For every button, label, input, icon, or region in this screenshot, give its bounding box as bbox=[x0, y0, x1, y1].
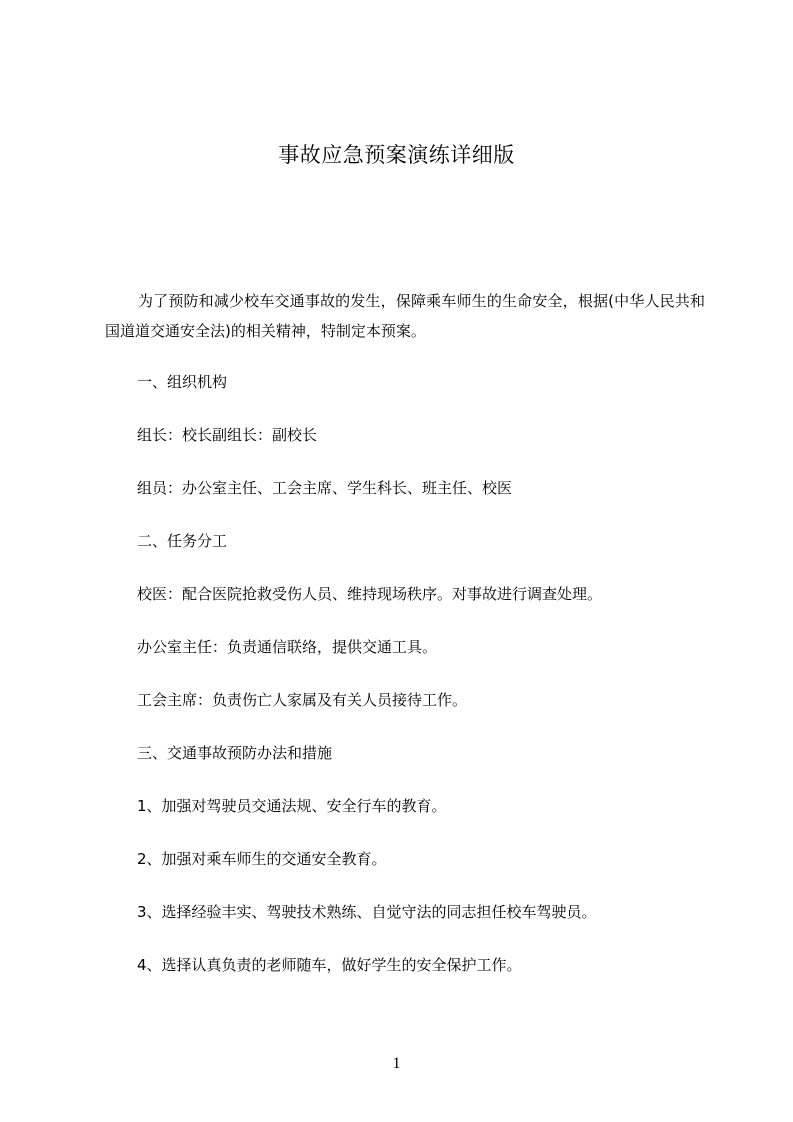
section-heading-organization: 一、组织机构 bbox=[137, 373, 228, 391]
school-doctor-duty-line: 校医：配合医院抢救受伤人员、维持现场秩序。对事故进行调查处理。 bbox=[137, 585, 603, 603]
prevention-item-1: 1、加强对驾驶员交通法规、安全行车的教育。 bbox=[137, 797, 447, 815]
group-leaders-line: 组长：校长副组长：副校长 bbox=[137, 426, 318, 444]
office-director-duty-line: 办公室主任：负责通信联络，提供交通工具。 bbox=[137, 638, 438, 656]
section-heading-prevention: 三、交通事故预防办法和措施 bbox=[137, 744, 333, 762]
prevention-item-4: 4、选择认真负责的老师随车，做好学生的安全保护工作。 bbox=[137, 956, 522, 974]
group-members-line: 组员：办公室主任、工会主席、学生科长、班主任、校医 bbox=[137, 479, 513, 497]
intro-paragraph: 为了预防和减少校车交通事故的发生，保障乘车师生的生命安全，根据(中华人民共和国道道交通安全法)的相关精神，特制定本预案。 bbox=[105, 292, 705, 340]
prevention-item-2: 2、加强对乘车师生的交通安全教育。 bbox=[137, 850, 387, 868]
section-heading-task-division: 二、任务分工 bbox=[137, 532, 228, 550]
document-title: 事故应急预案演练详细版 bbox=[278, 143, 515, 167]
page-number: 1 bbox=[392, 1055, 401, 1072]
prevention-item-3: 3、选择经验丰实、驾驶技术熟练、自觉守法的同志担任校车驾驶员。 bbox=[137, 903, 597, 921]
union-chair-duty-line: 工会主席：负责伤亡人家属及有关人员接待工作。 bbox=[137, 691, 468, 709]
